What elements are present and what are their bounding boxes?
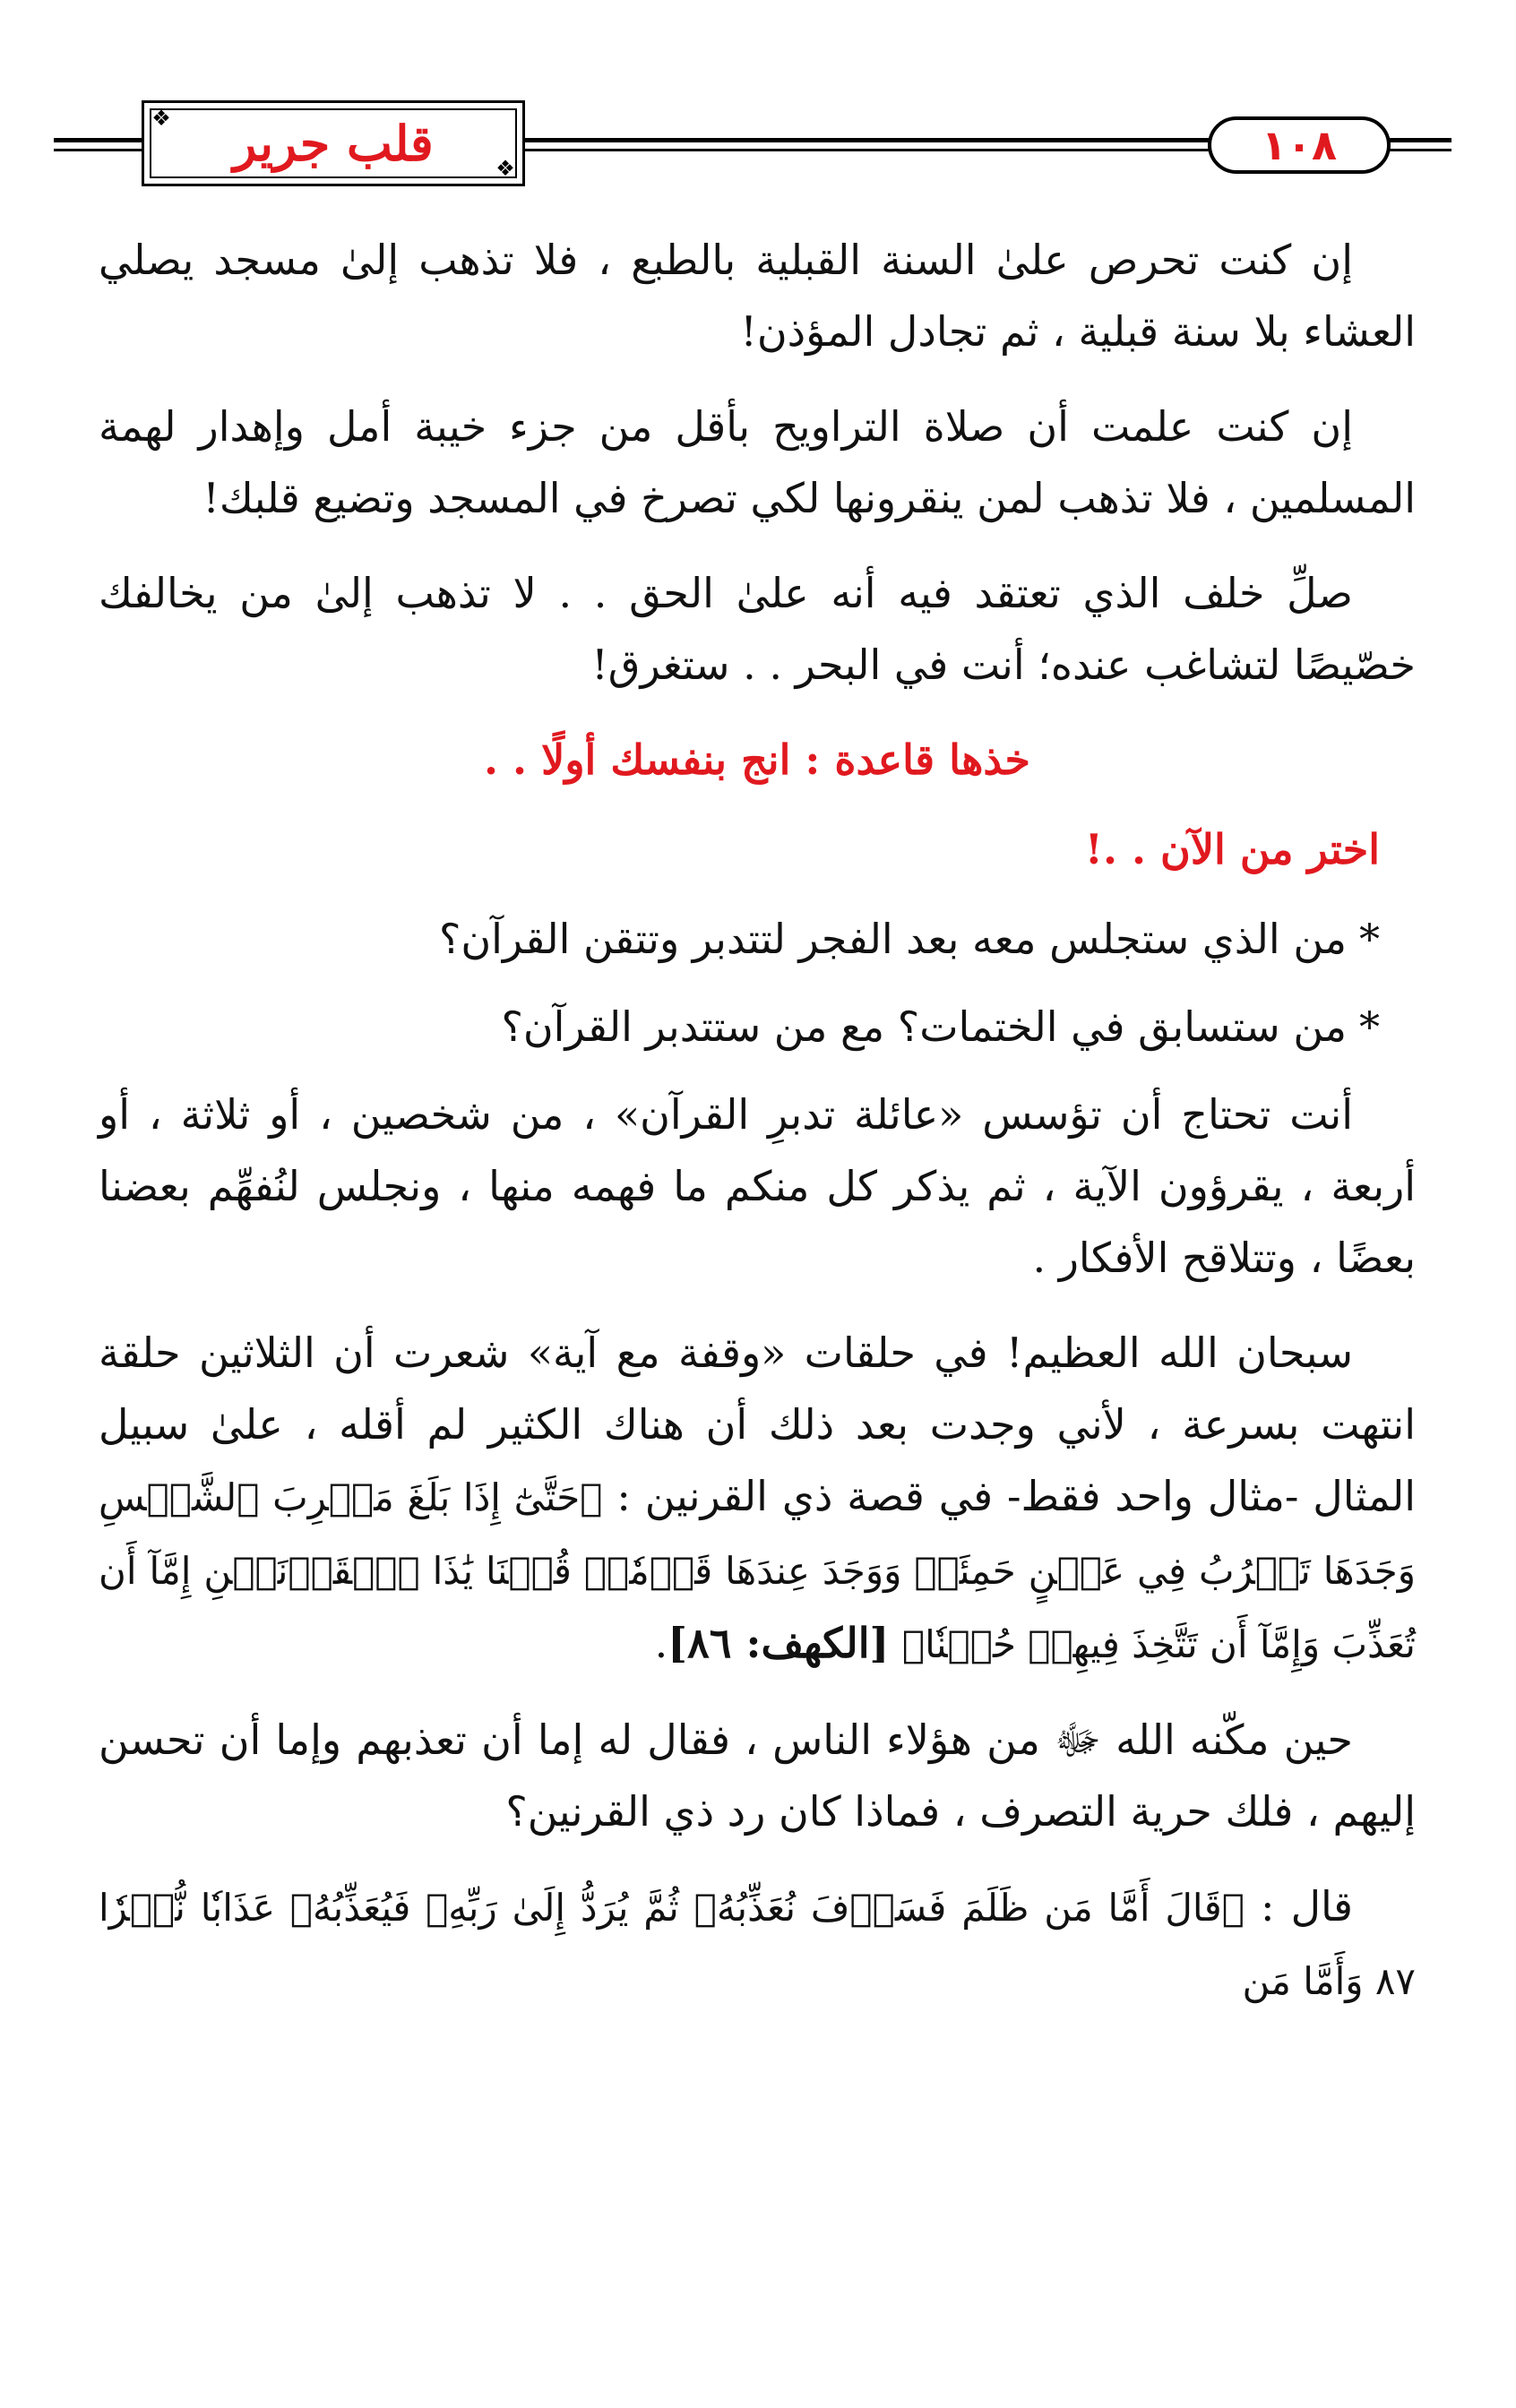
verse-reference: [الكهف: ٨٦] [668,1619,890,1667]
paragraph-1: إن كنت تحرص علىٰ السنة القبلية بالطبع ، فلا تذهب إلىٰ مسجد يصلي العشاء بلا سنة قبلية ، ثم تجادل المؤذن! [99,236,1416,356]
paragraph-5-text: سبحان الله العظيم! في حلقات «وقفة مع آية» شعرت أن الثلاثين حلقة انتهت بسرعة ، لأني وجدت بعد ذلك أن هناك الكثير لم أقله ، علىٰ سبيل المثال -مثال واحد فقط- في قصة ذي القرنين : [99,1329,1416,1520]
page-number: ١٠٨ [1208,116,1391,174]
paragraph-6: حين مكّنه الله ﷻ من هؤلاء الناس ، فقال له إما أن تعذبهم وإما أن تحسن إليهم ، فلك حرية التصرف ، فماذا كان رد ذي القرنين؟ [99,1716,1416,1836]
paragraph-2: إن كنت علمت أن صلاة التراويح بأقل من جزء خيبة أمل وإهدار لهمة المسلمين ، فلا تذهب لمن ينقرونها لكي تصرخ في المسجد وتضيع قلبك! [99,402,1416,522]
quran-verse: ﴿قَالَ أَمَّا مَن ظَلَمَ فَسَوۡفَ نُعَذِّبُهُۥ ثُمَّ يُرَدُّ إِلَىٰ رَبِّهِۦ فَيُعَذِّبُهُۥ عَذَابٗا نُّكۡرٗا ٨٧ وَأَمَّا مَن [99,1886,1416,2003]
section-heading: خذها قاعدة : انج بنفسك أولًا . . [484,735,1030,784]
page-content [99,224,1416,2041]
paragraph-7 [99,1870,1416,2017]
asterisk-bullet: * [1359,1002,1380,1051]
paragraph-5-end: . [654,1619,668,1667]
asterisk-bullet: * [1359,915,1380,963]
paragraph-3: صلِّ خلف الذي تعتقد فيه أنه علىٰ الحق . . لا تذهب إلىٰ من يخالفك خصّيصًا لتشاغب عنده؛ أنت في البحر . . ستغرق! [99,569,1416,689]
paragraph-4: أنت تحتاج أن تؤسس «عائلة تدبرِ القرآن» ، من شخصين ، أو ثلاثة ، أو أربعة ، يقرؤون الآية ، ثم يذكر كل منكم ما فهمه منها ، ونجلس لنُفهِّم بعضنا بعضًا ، وتتلاقح الأفكار . [99,1090,1416,1282]
quran-verse: ﴿حَتَّىٰٓ إِذَا بَلَغَ مَغۡرِبَ ٱلشَّمۡسِ وَجَدَهَا تَغۡرُبُ فِي عَيۡنٍ حَمِئَةٖ وَوَجَدَ عِندَهَا قَوۡمٗاۖ قُلۡنَا يَٰذَا ٱلۡقَرۡنَيۡنِ إِمَّآ أَن تُعَذِّبَ وَإِمَّآ أَن تَتَّخِذَ فِيهِمۡ حُسۡنٗا﴾ [99,1475,1416,1666]
list-item [99,991,1416,1062]
ornament-corner-icon: ❖ [495,156,515,181]
page-header [0,0,1516,233]
list-item-text: من ستسابق في الختمات؟ مع من ستتدبر القرآن؟ [501,1002,1347,1051]
paragraph-7-text: قال : [1261,1882,1354,1931]
paragraph-5 [99,1317,1416,1681]
book-title-frame [142,100,525,186]
book-title: قلب جرير [233,115,434,172]
ornament-corner-icon: ❖ [151,106,171,131]
list-item-text: من الذي ستجلس معه بعد الفجر لتتدبر وتتقن القرآن؟ [438,915,1347,963]
section-subheading: اختر من الآن . .! [1084,825,1380,873]
list-item [99,903,1416,975]
